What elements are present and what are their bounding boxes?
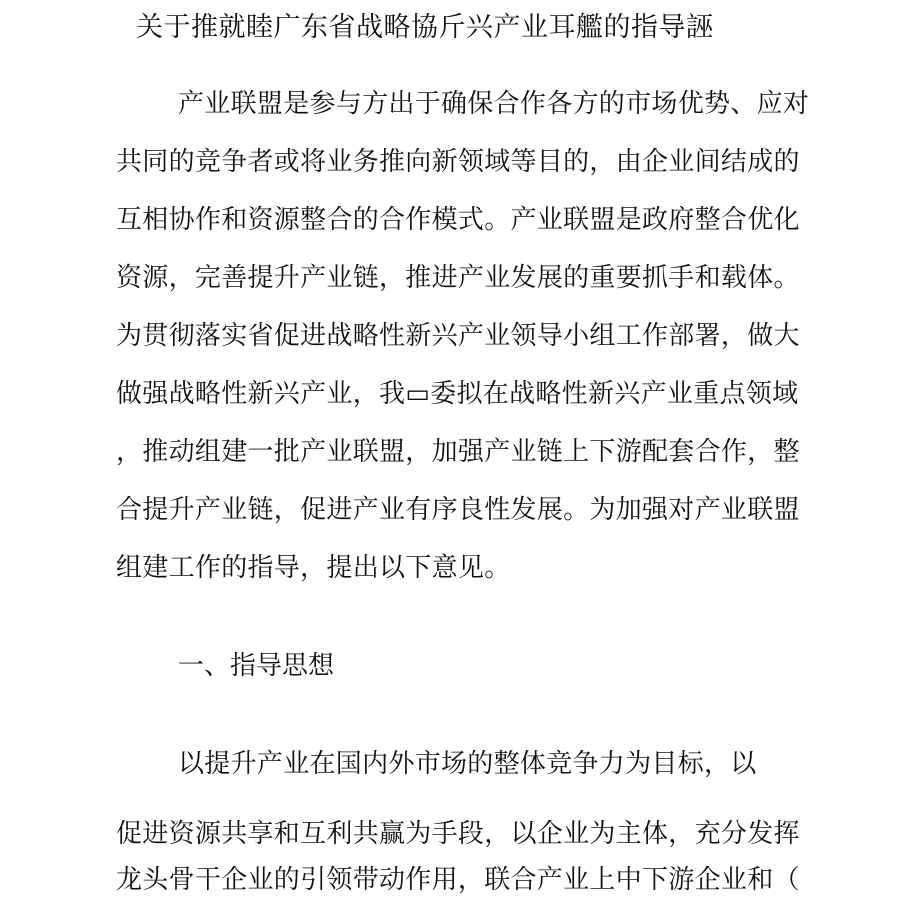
document-title: 关于推就睦广东省战略協斤兴产业耳艦的指导誣 (136, 12, 714, 43)
section-heading: 一、指导思想 (178, 651, 335, 681)
paragraph-line: 做强战略性新兴产业，我▭委拟在战略性新兴产业重点领域 (116, 379, 799, 409)
paragraph-line: 合提升产业链，促进产业有序良性发展。为加强对产业联盟 (116, 495, 800, 525)
paragraph-line: 互相协作和资源整合的合作模式。产业联盟是政府整合优化 (116, 205, 800, 235)
paragraph-line: 龙头骨干企业的引领带动作用，联合产业上中下游企业和（ (116, 865, 800, 895)
paragraph-line: ，推动组建一批产业联盟，加强产业链上下游配套合作，整 (116, 437, 800, 467)
paragraph-line: 组建工作的指导，提出以下意见。 (116, 553, 511, 583)
paragraph-line: 产业联盟是参与方出于确保合作各方的市场优势、应对 (178, 89, 810, 119)
paragraph-line: 资源，完善提升产业链，推进产业发展的重要抓手和载体。 (116, 263, 800, 293)
paragraph-line: 以提升产业在国内外市场的整体竞争力为目标，以 (178, 749, 757, 779)
paragraph-line: 为贯彻落实省促进战略性新兴产业领导小组工作部署，做大 (116, 321, 800, 351)
paragraph-line: 促进资源共享和互利共赢为手段，以企业为主体，充分发挥 (116, 819, 800, 849)
paragraph-line: 共同的竞争者或将业务推向新领域等目的，由企业间结成的 (116, 147, 800, 177)
